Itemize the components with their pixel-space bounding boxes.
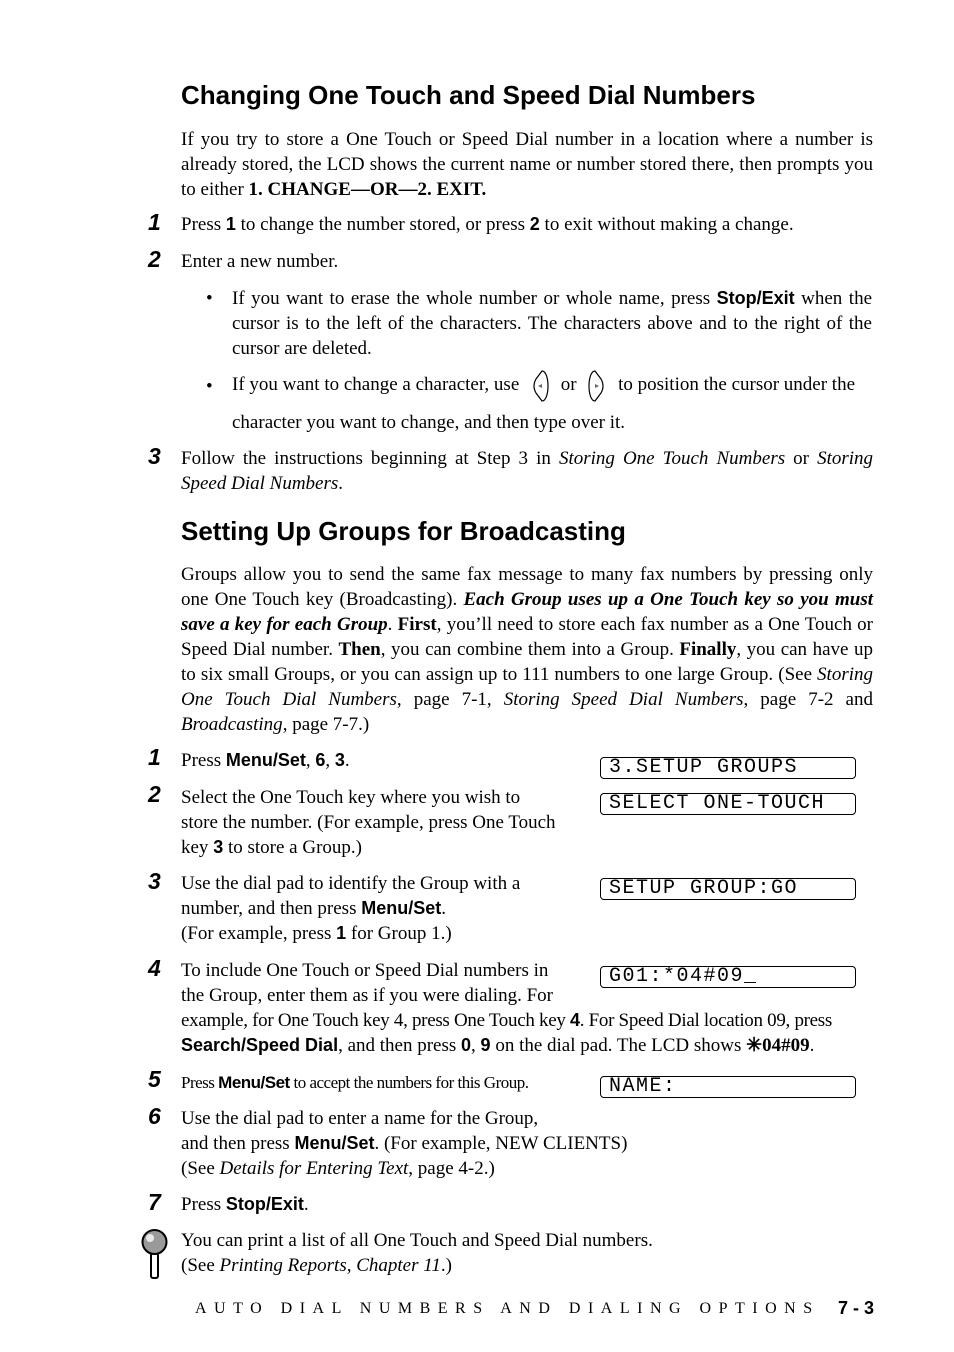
lcd-code: 04#09 <box>762 1035 810 1056</box>
section2-intro <box>181 562 873 737</box>
key-label: Stop/Exit <box>716 288 795 308</box>
text: , <box>471 1035 481 1056</box>
reference: Storing One Touch Dial Numbers <box>181 664 873 710</box>
step-number: 7 <box>148 1189 161 1215</box>
key-label: Menu/Set <box>225 750 306 770</box>
text: . <box>441 898 446 919</box>
step1-text <box>181 212 873 237</box>
key-label: 3 <box>334 750 345 770</box>
text: Press <box>181 750 226 771</box>
text: Press <box>181 214 226 235</box>
key-label: 4 <box>569 1010 580 1030</box>
reference: Details for Entering Text <box>219 1158 409 1179</box>
text: . <box>344 750 350 771</box>
text: (See <box>181 1255 220 1276</box>
step-number: 3 <box>148 443 161 469</box>
text: . <box>387 614 398 635</box>
text: example, for One Touch key 4, press One Touch key <box>181 1010 570 1031</box>
bullet1-text <box>232 286 872 361</box>
text: and then press <box>181 1133 295 1154</box>
text: Use the dial pad to enter a name for the Group, <box>181 1108 539 1129</box>
step-number: 2 <box>148 781 161 807</box>
key-label: 9 <box>480 1035 491 1055</box>
note-text <box>181 1228 873 1278</box>
text: for Group 1.) <box>346 923 452 944</box>
lcd-display: G01:*04#09_ <box>600 966 856 988</box>
text: . (For example, NEW CLIENTS) <box>374 1133 628 1154</box>
intro-text: If you try to store a One Touch or Speed Dial number in a location where a number is already stored, the LCD shows the current name or number stored there, then prompts you to either <box>181 129 873 200</box>
dash: — <box>398 179 418 200</box>
or-text: OR <box>369 179 399 200</box>
step-number: 1 <box>148 744 161 770</box>
key-label: Menu/Set <box>361 898 442 918</box>
text: , <box>325 750 335 771</box>
key-label: 1 <box>336 923 347 943</box>
text: , you can have up to six small Groups, or you can assign up to 111 numbers to one large Group. (See <box>181 639 873 685</box>
page-number: 7 - 3 <box>838 1298 875 1318</box>
option-exit: 2. EXIT. <box>417 179 487 200</box>
text: on the dial pad. The LCD shows <box>490 1035 747 1056</box>
step-number: 5 <box>148 1066 161 1092</box>
text: , and then press <box>338 1035 462 1056</box>
key-label: 6 <box>315 750 326 770</box>
text: Groups allow you to send the same fax message to many fax numbers by pressing only one One Touch key (Broadcasting). <box>181 564 873 610</box>
step3-text <box>181 446 873 496</box>
group-step3-text <box>181 871 561 946</box>
key-label: 1 <box>225 214 236 234</box>
section-heading-changing-numbers: Changing One Touch and Speed Dial Numbers <box>181 80 756 110</box>
text: . <box>303 1194 309 1215</box>
step-number: 1 <box>148 209 161 235</box>
reference: Storing One Touch Numbers <box>558 448 786 469</box>
footer-chapter-title: AUTO DIAL NUMBERS AND DIALING OPTIONS <box>195 1300 820 1317</box>
key-label: Search/Speed Dial <box>181 1035 339 1055</box>
group-step7-text <box>181 1192 873 1217</box>
text: . For Speed Dial location 09, press <box>579 1010 832 1031</box>
step2-text: Enter a new number. <box>181 251 339 272</box>
emphasis: Finally <box>679 639 737 660</box>
lcd-display: SELECT ONE-TOUCH <box>600 793 856 815</box>
dash: — <box>350 179 370 200</box>
key-label: 2 <box>529 214 540 234</box>
emphasis: First <box>397 614 437 635</box>
text: Press <box>181 1194 226 1215</box>
text: , you’ll need to store each fax number as a One Touch or Speed Dial number. <box>181 614 874 660</box>
step-number: 3 <box>148 868 161 894</box>
right-arrow-key-icon <box>585 369 609 403</box>
option-change: 1. CHANGE <box>248 179 351 200</box>
text: . <box>338 473 344 494</box>
reference: Storing Speed Dial Numbers <box>181 448 874 494</box>
text: Use the dial pad to identify the Group with a number, and then press <box>181 873 521 919</box>
reference: Printing Reports, Chapter 11 <box>219 1255 441 1276</box>
bullet: • <box>206 376 213 397</box>
text: . <box>809 1035 815 1056</box>
emphasis: Then <box>338 639 381 660</box>
text: Press <box>181 1073 219 1092</box>
text: to position the cursor under the <box>613 374 856 395</box>
text: to accept the numbers for this Group. <box>289 1073 529 1092</box>
text: , page 4-2.) <box>408 1158 495 1179</box>
section-heading-groups: Setting Up Groups for Broadcasting <box>181 516 626 546</box>
text: , page 7-7.) <box>282 714 370 735</box>
text: to change the number stored, or press <box>235 214 530 235</box>
reference: Broadcasting <box>181 714 283 735</box>
text: , <box>305 750 316 771</box>
section1-intro <box>181 127 873 202</box>
left-arrow-key-icon <box>528 369 552 403</box>
text: If you want to erase the whole number or whole name, press <box>232 288 717 309</box>
text: (See <box>181 1158 220 1179</box>
key-label: 0 <box>461 1035 472 1055</box>
step-number: 2 <box>148 246 161 272</box>
lcd-display: 3.SETUP GROUPS <box>600 757 856 779</box>
text: , page 7-1, <box>396 689 504 710</box>
group-step6-text <box>181 1106 873 1181</box>
bullet: • <box>206 288 213 309</box>
text: to exit without making a change. <box>539 214 794 235</box>
reference: Storing Speed Dial Numbers <box>503 689 744 710</box>
group-step1-text <box>181 748 561 773</box>
text: to store a Group.) <box>223 837 362 858</box>
step-number: 4 <box>148 955 161 981</box>
bullet2-line1 <box>232 366 872 404</box>
text: , you can combine them into a Group. <box>380 639 680 660</box>
text: Select the One Touch key where you wish to store the number. (For example, press One Touch key <box>181 787 556 858</box>
bullet2-line2: character you want to change, and then type over it. <box>232 412 626 433</box>
step-number: 6 <box>148 1103 161 1129</box>
text: the Group, enter them as if you were dialing. For <box>181 985 553 1006</box>
emphasis: Each Group uses up a One Touch key so you must save a key for each Group <box>181 589 873 635</box>
group-step2-text <box>181 785 561 860</box>
key-label: 3 <box>213 837 224 857</box>
lcd-display: NAME: <box>600 1076 856 1098</box>
text: or <box>556 374 582 395</box>
text: Follow the instructions beginning at Step 3 in <box>181 448 559 469</box>
magnifier-note-icon <box>139 1228 171 1280</box>
key-label: Stop/Exit <box>225 1194 304 1214</box>
text: If you want to change a character, use <box>232 374 525 395</box>
text: (For example, press <box>181 923 337 944</box>
group-step5-text <box>181 1070 581 1095</box>
text: when the cursor is to the left of the characters. The characters above and to the right of the cursor are deleted. <box>232 288 872 359</box>
lcd-display: SETUP GROUP:GO <box>600 878 856 900</box>
text: .) <box>440 1255 452 1276</box>
text: You can print a list of all One Touch and Speed Dial numbers. <box>181 1230 653 1251</box>
key-label: Menu/Set <box>294 1133 375 1153</box>
key-label: Menu/Set <box>218 1073 290 1092</box>
text: or <box>785 448 818 469</box>
text: To include One Touch or Speed Dial numbers in <box>181 960 549 981</box>
text: , page 7-2 and <box>743 689 873 710</box>
star-key-icon: ✳ <box>746 1035 763 1056</box>
